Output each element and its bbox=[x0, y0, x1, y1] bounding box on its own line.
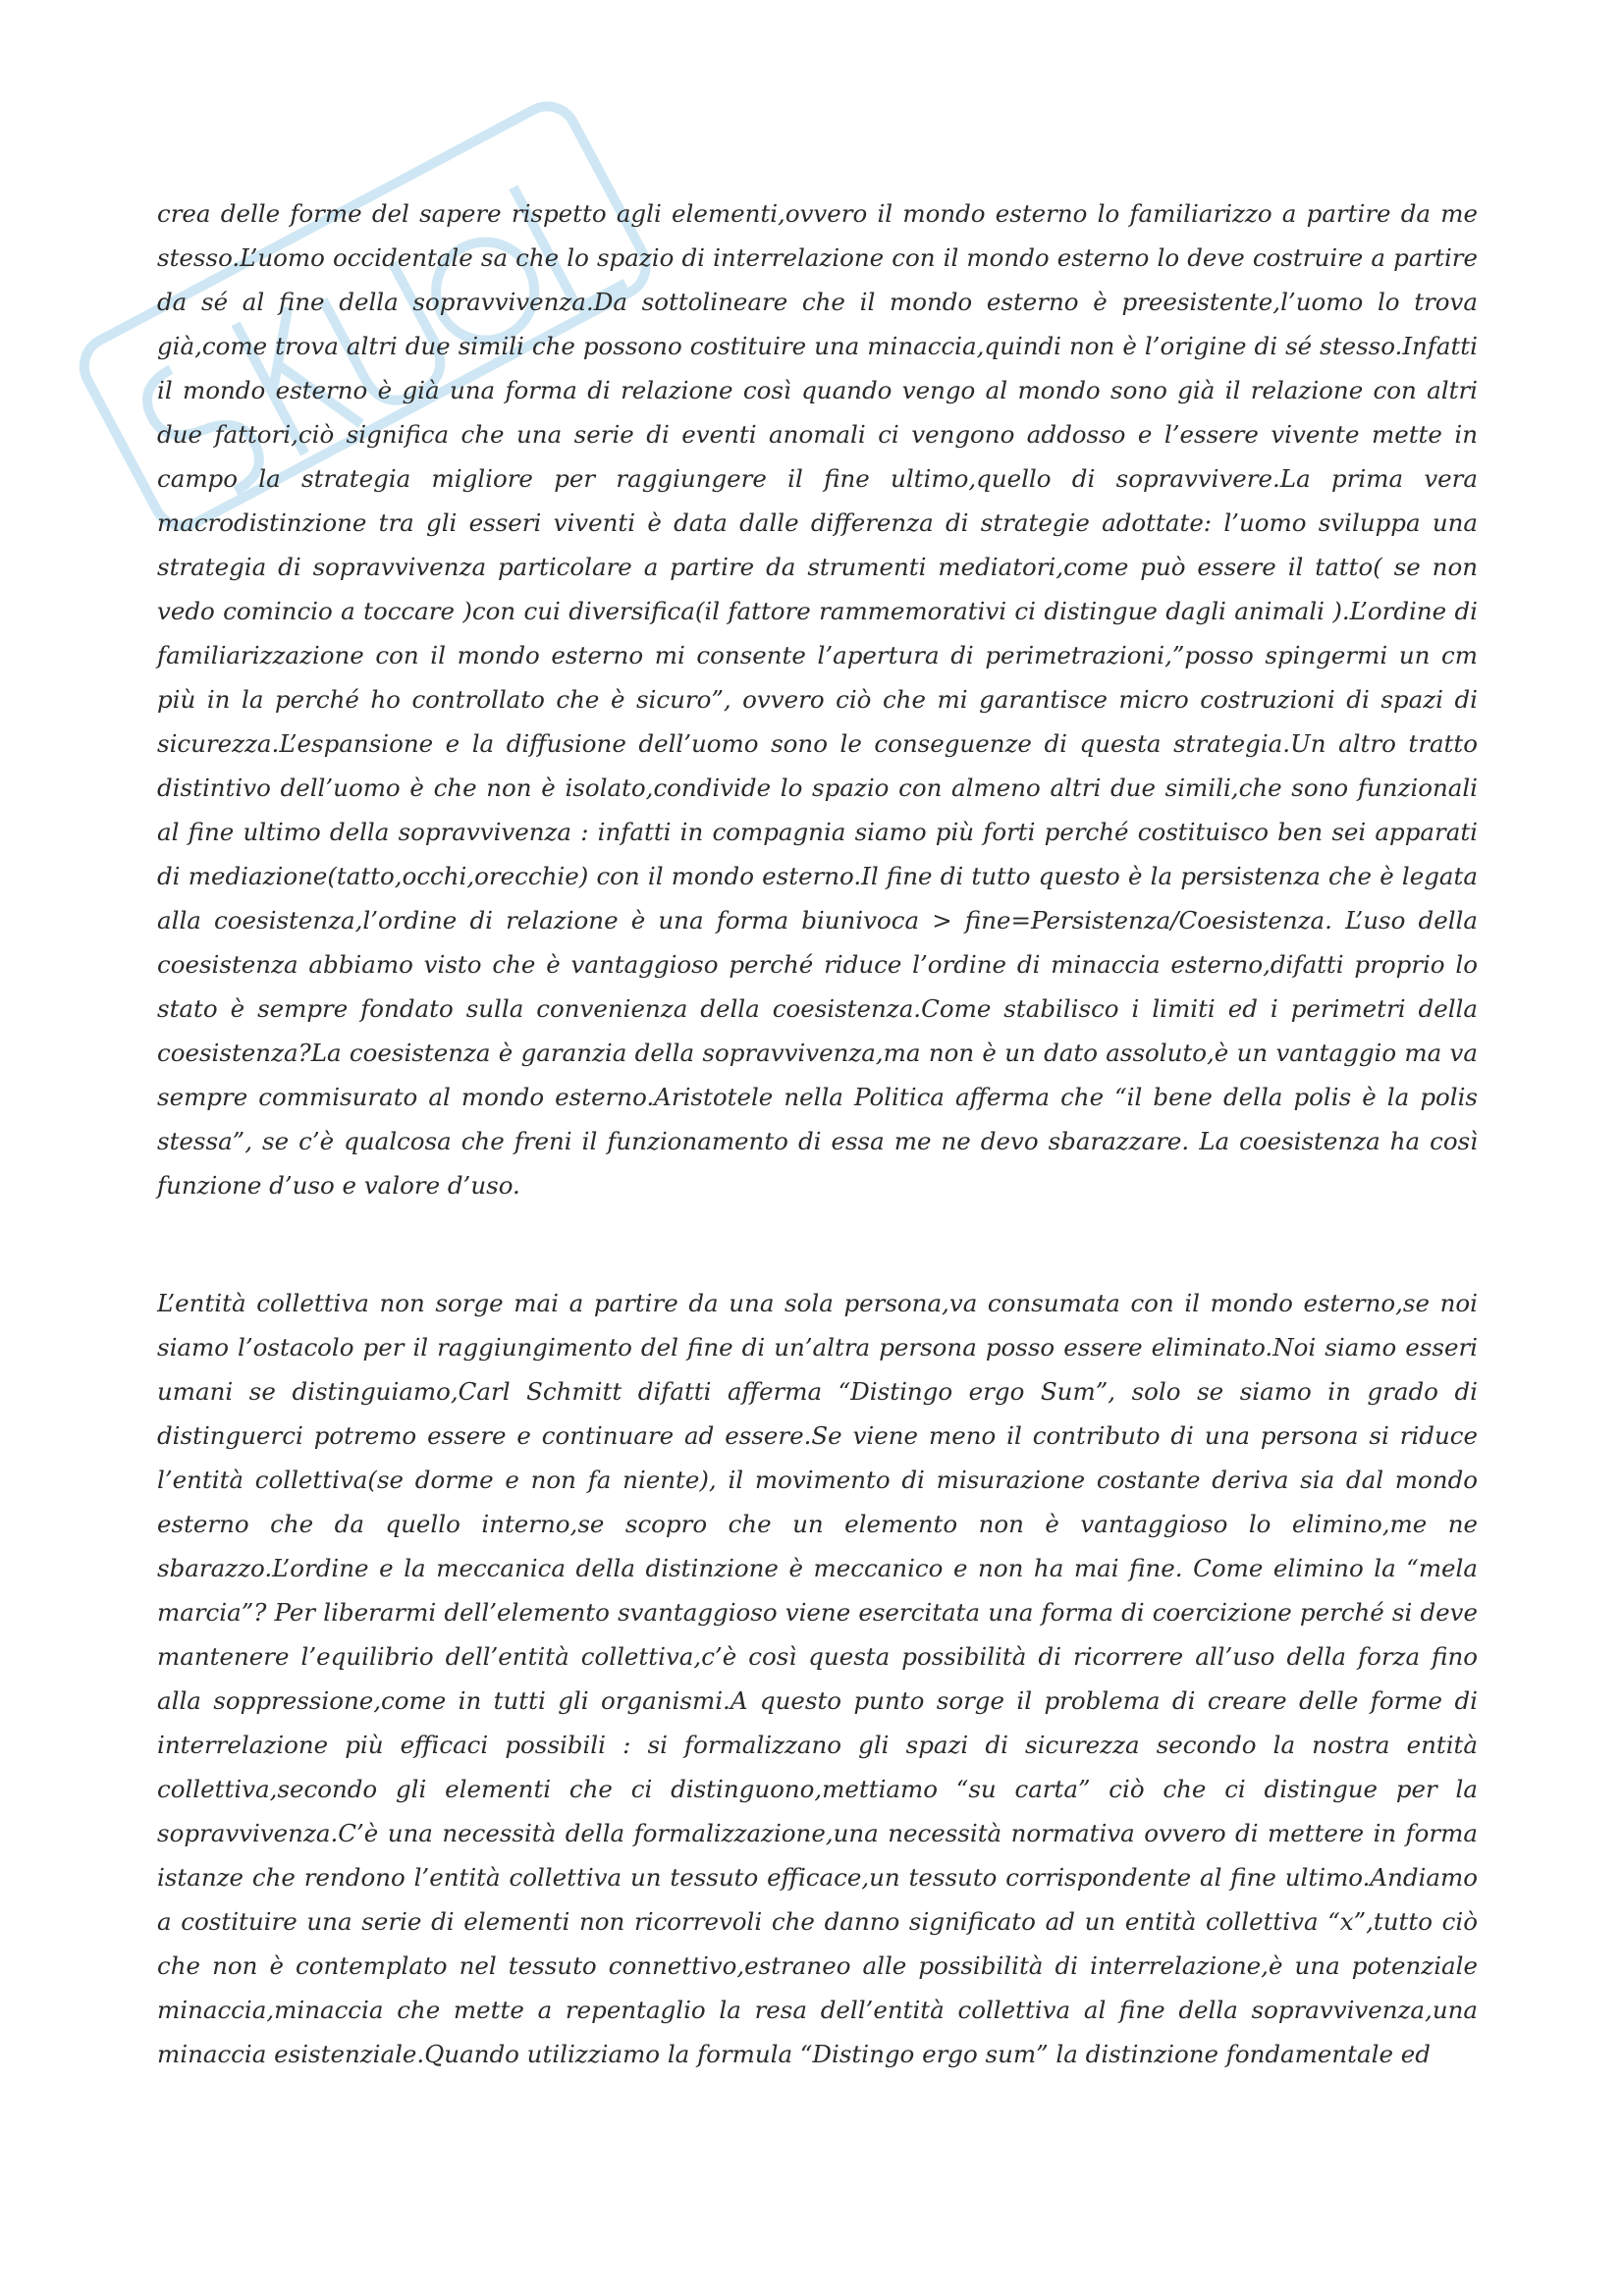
paragraph: crea delle forme del sapere rispetto agli elementi,ovvero il mondo esterno lo familiarizzo a partire da me stesso.L’uomo occidentale sa che lo spazio di interrelazione con il mondo esterno lo deve costruire a partire da sé al fine della sopravvivenza.Da sottolineare che il mondo esterno è preesistente,l’uomo lo trova già,come trova altri due simili che possono costituire una minaccia,quindi non è l’origine di sé stesso.Infatti il mondo esterno è già una forma di relazione così quando vengo al mondo sono già il relazione con altri due fattori,ciò significa che una serie di eventi anomali ci vengono addosso e l’essere vivente mette in campo la strategia migliore per raggiungere il fine ultimo,quello di sopravvivere.La prima vera macrodistinzione tra gli esseri viventi è data dalle differenza di strategie adottate: l’uomo sviluppa una strategia di sopravvivenza particolare a partire da strumenti mediatori,come può essere il tatto( se non vedo comincio a toccare )con cui diversifica(il fattore rammemorativi ci distingue dagli animali ).L’ordine di familiarizzazione con il mondo esterno mi consente l’apertura di perimetrazioni,”posso spingermi un cm più in la perché ho controllato che è sicuro”, ovvero ciò che mi garantisce micro costruzioni di spazi di sicurezza.L’espansione e la diffusione dell’uomo sono le conseguenze di questa strategia.Un altro tratto distintivo dell’uomo è che non è isolato,condivide lo spazio con almeno altri due simili,che sono funzionali al fine ultimo della sopravvivenza : infatti in compagnia siamo più forti perché costituisco ben sei apparati di mediazione(tatto,occhi,orecchie) con il mondo esterno.Il fine di tutto questo è la persistenza che è legata alla coesistenza,l’ordine di relazione è una forma biunivoca > fine=Persistenza/Coesistenza. L’uso della coesistenza abbiamo visto che è vantaggioso perché riduce l’ordine di minaccia esterno,difatti proprio lo stato è sempre fondato sulla convenienza della coesistenza.Come stabilisco i limiti ed i perimetri della coesistenza?La coesistenza è garanzia della sopravvivenza,ma non è un dato assoluto,è un vantaggio ma va sempre commisurato al mondo esterno.Aristotele nella Politica afferma che “il bene della polis è la polis stessa”, se c’è qualcosa che freni il funzionamento di essa me ne devo sbarazzare. La coesistenza ha così funzione d’uso e valore d’uso. bbox=[157, 199, 1478, 1200]
paragraph: L’entità collettiva non sorge mai a partire da una sola persona,va consumata con il mondo esterno,se noi siamo l’ostacolo per il raggiungimento del fine di un’altra persona posso essere eliminato.Noi siamo esseri umani se distinguiamo,Carl Schmitt difatti afferma “Distingo ergo Sum”, solo se siamo in grado di distinguerci potremo essere e continuare ad essere.Se viene meno il contributo di una persona si riduce l’entità collettiva(se dorme e non fa niente), il movimento di misurazione costante deriva sia dal mondo esterno che da quello interno,se scopro che un elemento non è vantaggioso lo elimino,me ne sbarazzo.L’ordine e la meccanica della distinzione è meccanico e non ha mai fine. Come elimino la “mela marcia”? Per liberarmi dell’elemento svantaggioso viene esercitata una forma di coercizione perché si deve mantenere l’equilibrio dell’entità collettiva,c’è così questa possibilità di ricorrere all’uso della forza fino alla soppressione,come in tutti gli organismi.A questo punto sorge il problema di creare delle forme di interrelazione più efficaci possibili : si formalizzano gli spazi di sicurezza secondo la nostra entità collettiva,secondo gli elementi che ci distinguono,mettiamo “su carta” ciò che ci distingue per la sopravvivenza.C’è una necessità della formalizzazione,una necessità normativa ovvero di mettere in forma istanze che rendono l’entità collettiva un tessuto efficace,un tessuto corrispondente al fine ultimo.Andiamo a costituire una serie di elementi non ricorrevoli che danno significato ad un entità collettiva “x”,tutto ciò che non è contemplato nel tessuto connettivo,estraneo alle possibilità di interrelazione,è una potenziale minaccia,minaccia che mette a repentaglio la resa dell’entità collettiva al fine della sopravvivenza,una minaccia esistenziale.Quando utilizziamo la formula “Distingo ergo sum” la distinzione fondamentale ed bbox=[157, 1289, 1478, 2068]
